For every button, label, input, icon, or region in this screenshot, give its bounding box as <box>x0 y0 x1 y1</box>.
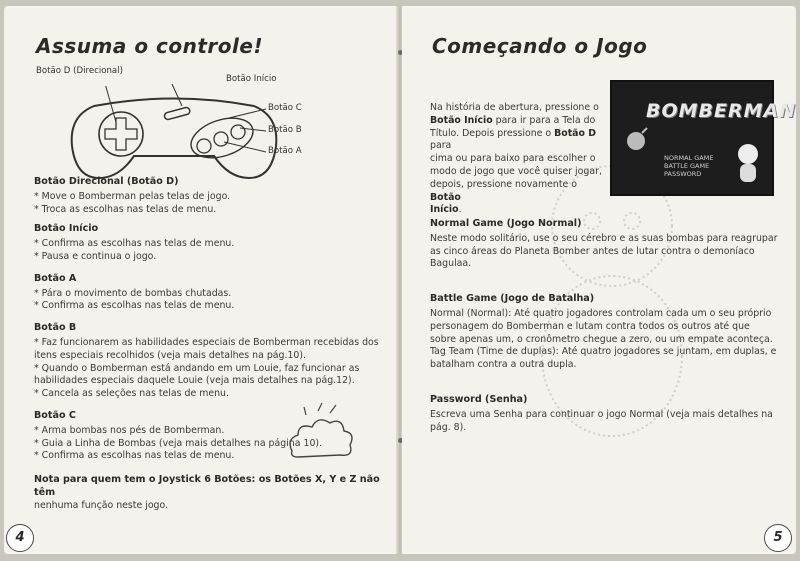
left-page <box>4 6 398 554</box>
page-number-right: 5 <box>764 524 792 552</box>
section-password: Password (Senha) Escreva uma Senha para continuar o jogo Normal (veja mais detalhes na pág. 8). <box>430 393 773 433</box>
left-page-title: Assuma o controle! <box>36 34 264 58</box>
section-b: Botão B * Faz funcionarem as habilidades especiais de Bomberman recebidas dos itens especiais recolhidos (veja mais detalhes na pág.10). * Quando o Bomberman está andando em um Louie, faz funcionar as habilidades especiais daquele Louie (veja mais detalhes na pág.12). * Cancela as seleções nas telas de menu. <box>34 322 379 400</box>
section-battle-game: Battle Game (Jogo de Batalha) Normal (Normal): Até quatro jogadores controlam cada um o seu próprio personagem do Bomberman e lutam contra todos os outros até que sobre apenas um, o cronômetro chegue a zero, ou um empate aconteça. Tag Team (Time de duplas): Até quatro jogadores se juntam, em duplas, e batalham contra a outra dupla. <box>430 293 777 371</box>
left-sections <box>34 176 389 513</box>
title-screen-menu: NORMAL GAME BATTLE GAME PASSWORD <box>664 154 714 178</box>
b-button-label: Botão B <box>268 125 302 135</box>
title-screen-image <box>610 80 796 196</box>
dpad-label: Botão D (Direcional) <box>36 66 123 76</box>
right-sections <box>430 218 790 434</box>
six-button-note: Nota para quem tem o Joystick 6 Botões: os Botões X, Y e Z não têm nenhuma função neste jogo. <box>34 474 380 511</box>
c-button-label: Botão C <box>268 103 302 113</box>
right-page-title: Começando o Jogo <box>432 34 648 58</box>
start-button-label: Botão Início <box>226 74 277 84</box>
right-page <box>402 6 796 554</box>
section-normal-game: Normal Game (Jogo Normal) Neste modo solitário, use o seu cérebro e as suas bombas para reagrupar as cinco áreas do Planeta Bomber antes de lutar contra o demoníaco Bagulaa. <box>430 218 778 270</box>
intro-paragraph: Na história de abertura, pressione o Botão Início para ir para a Tela do Título. Depois pressione o Botão D para cima ou para baixo para escolher o modo de jogo que você quiser jogar, depois, pressione novamente o Botão Início. <box>430 102 602 216</box>
section-start: Botão Início * Confirma as escolhas nas telas de menu. * Pausa e continua o jogo. <box>34 223 235 262</box>
bomberman-logo: BOMBERMAN <box>646 100 796 122</box>
a-button-label: Botão A <box>268 146 302 156</box>
section-c: Botão C * Arma bombas nos pés de Bomberman. * Guia a Linha de Bombas (veja mais detalhes na página 10). * Confirma as escolhas nas telas de menu. <box>34 409 323 462</box>
bomberman-character-icon <box>730 142 766 190</box>
explosion-puff-icon <box>284 401 364 461</box>
section-dpad: Botão Direcional (Botão D) * Move o Bomberman pelas telas de jogo. * Troca as escolhas nas telas de menu. <box>34 176 231 215</box>
bomb-icon <box>622 124 652 154</box>
section-a: Botão A * Pára o movimento de bombas chutadas. * Confirma as escolhas nas telas de menu. <box>34 272 235 312</box>
page-number-left: 4 <box>6 524 34 552</box>
